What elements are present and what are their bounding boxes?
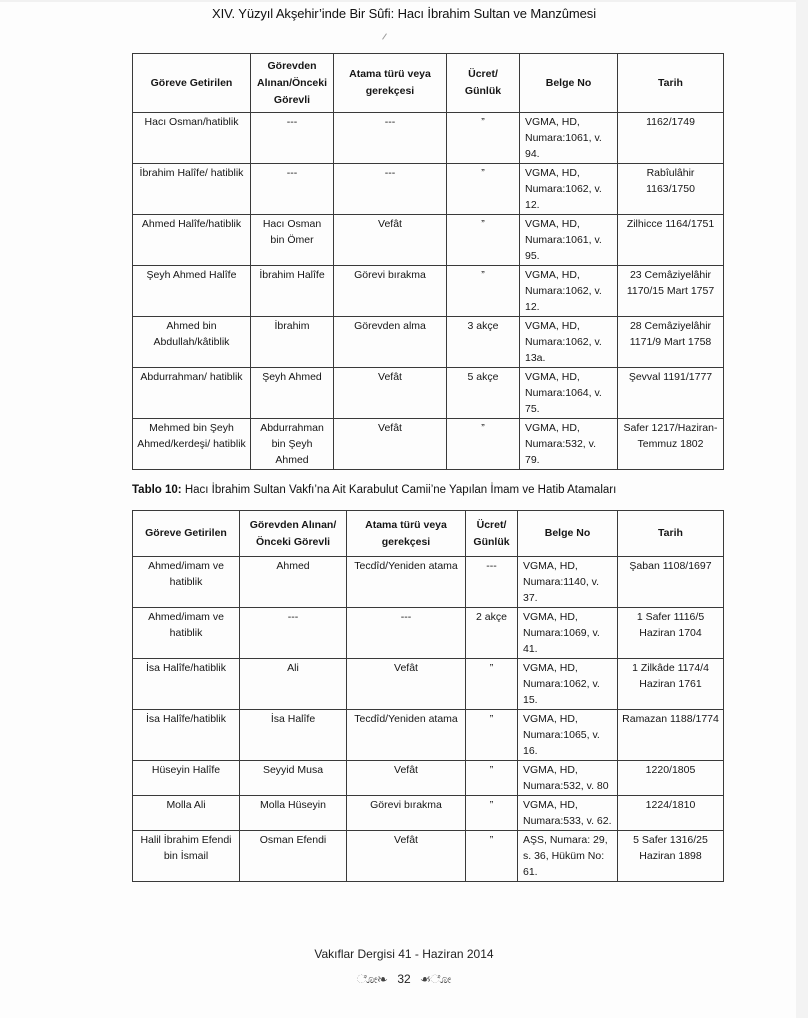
cell-belge-no: VGMA, HD, Numara:1062, v. 12.	[520, 164, 618, 215]
cell-ucret: ”	[447, 419, 520, 470]
cell-ucret: ”	[447, 164, 520, 215]
cell-atama-turu: Vefât	[334, 368, 447, 419]
cell-goreve-getirilen: Hacı Osman/hatiblik	[133, 113, 251, 164]
cell-belge-no: VGMA, HD, Numara:1062, v. 12.	[520, 266, 618, 317]
cell-belge-no: VGMA, HD, Numara:1069, v. 41.	[518, 608, 618, 659]
cell-goreve-getirilen: Molla Ali	[133, 796, 240, 831]
page-number: 32	[397, 972, 411, 986]
cell-belge-no: AŞS, Numara: 29, s. 36, Hüküm No: 61.	[518, 831, 618, 882]
header-belge-no: Belge No	[520, 54, 618, 113]
table-header-row	[133, 511, 724, 557]
header-onceki-gorevli: Görevden Alınan/Önceki Görevli	[251, 54, 334, 113]
cell-goreve-getirilen: Ahmed Halîfe/hatiblik	[133, 215, 251, 266]
header-tarih: Tarih	[618, 511, 724, 557]
ornament-right-icon: ☙ೋ	[420, 972, 452, 986]
cell-belge-no: VGMA, HD, Numara:1062, v. 13a.	[520, 317, 618, 368]
cell-goreve-getirilen: Ahmed/imam ve hatiblik	[133, 608, 240, 659]
header-atama-turu: Atama türü veya gerekçesi	[334, 54, 447, 113]
cell-atama-turu: Vefât	[334, 215, 447, 266]
table-caption	[132, 484, 752, 496]
cell-goreve-getirilen: İbrahim Halîfe/ hatiblik	[133, 164, 251, 215]
caption-label: Tablo 10:	[132, 484, 182, 496]
cell-tarih: Şevval 1191/1777	[618, 368, 724, 419]
header-goreve-getirilen: Göreve Getirilen	[133, 511, 240, 557]
cell-atama-turu: Vefât	[347, 761, 466, 796]
cell-goreve-getirilen: Halil İbrahim Efendi bin İsmail	[133, 831, 240, 882]
cell-goreve-getirilen: İsa Halîfe/hatiblik	[133, 659, 240, 710]
cell-belge-no: VGMA, HD, Numara:1061, v. 95.	[520, 215, 618, 266]
header-belge-no: Belge No	[518, 511, 618, 557]
page-edge	[0, 0, 808, 2]
cell-tarih: 28 Cemâziyelâhir 1171/9 Mart 1758	[618, 317, 724, 368]
cell-atama-turu: Görevi bırakma	[334, 266, 447, 317]
cell-atama-turu: Görevden alma	[334, 317, 447, 368]
cell-ucret: 2 akçe	[466, 608, 518, 659]
cell-tarih: Rabîulâhir 1163/1750	[618, 164, 724, 215]
table-9-hatib-appointments	[132, 53, 724, 470]
cell-belge-no: VGMA, HD, Numara:1061, v. 94.	[520, 113, 618, 164]
scan-artifact	[382, 33, 387, 39]
cell-onceki-gorevli: Abdurrahman bin Şeyh Ahmed	[251, 419, 334, 470]
header-goreve-getirilen: Göreve Getirilen	[133, 54, 251, 113]
cell-tarih: Zilhicce 1164/1751	[618, 215, 724, 266]
cell-onceki-gorevli: ---	[251, 113, 334, 164]
cell-belge-no: VGMA, HD, Numara:1065, v. 16.	[518, 710, 618, 761]
table-row	[133, 215, 724, 266]
table-row	[133, 659, 724, 710]
table-10-imam-hatib-appointments	[132, 510, 724, 882]
table-body	[133, 113, 724, 470]
cell-ucret: ”	[466, 831, 518, 882]
table-row	[133, 608, 724, 659]
cell-belge-no: VGMA, HD, Numara:1140, v. 37.	[518, 557, 618, 608]
cell-goreve-getirilen: Abdurrahman/ hatiblik	[133, 368, 251, 419]
cell-atama-turu: Görevi bırakma	[347, 796, 466, 831]
table-row	[133, 831, 724, 882]
cell-atama-turu: Vefât	[347, 659, 466, 710]
cell-tarih: Safer 1217/Haziran-Temmuz 1802	[618, 419, 724, 470]
cell-tarih: 23 Cemâziyelâhir 1170/15 Mart 1757	[618, 266, 724, 317]
cell-onceki-gorevli: Molla Hüseyin	[240, 796, 347, 831]
cell-onceki-gorevli: Ali	[240, 659, 347, 710]
table-header-row	[133, 54, 724, 113]
footer-page-number	[0, 972, 808, 987]
cell-tarih: 1220/1805	[618, 761, 724, 796]
cell-goreve-getirilen: Mehmed bin Şeyh Ahmed/kerdeşi/ hatiblik	[133, 419, 251, 470]
table-row	[133, 113, 724, 164]
cell-ucret: ”	[447, 266, 520, 317]
table-body	[133, 557, 724, 882]
header-tarih: Tarih	[618, 54, 724, 113]
cell-onceki-gorevli: Ahmed	[240, 557, 347, 608]
table-row	[133, 796, 724, 831]
cell-tarih: 1162/1749	[618, 113, 724, 164]
cell-belge-no: VGMA, HD, Numara:533, v. 62.	[518, 796, 618, 831]
cell-goreve-getirilen: Ahmed bin Abdullah/kâtiblik	[133, 317, 251, 368]
cell-belge-no: VGMA, HD, Numara:532, v. 80	[518, 761, 618, 796]
cell-atama-turu: Tecdîd/Yeniden atama	[347, 557, 466, 608]
cell-goreve-getirilen: Şeyh Ahmed Halîfe	[133, 266, 251, 317]
ornament-left-icon: ೋ❧	[356, 972, 388, 986]
table-row	[133, 710, 724, 761]
table-row	[133, 419, 724, 470]
cell-ucret: ”	[466, 761, 518, 796]
table-row	[133, 557, 724, 608]
cell-ucret: ”	[466, 796, 518, 831]
footer-journal-title: Vakıflar Dergisi 41 - Haziran 2014	[314, 947, 494, 961]
cell-onceki-gorevli: ---	[251, 164, 334, 215]
cell-onceki-gorevli: İbrahim	[251, 317, 334, 368]
cell-ucret: ---	[466, 557, 518, 608]
running-head: XIV. Yüzyıl Akşehir’inde Bir Sûfi: Hacı İbrahim Sultan ve Manzûmesi	[212, 6, 596, 21]
cell-goreve-getirilen: Ahmed/imam ve hatiblik	[133, 557, 240, 608]
cell-ucret: ”	[466, 659, 518, 710]
cell-ucret: ”	[447, 113, 520, 164]
cell-goreve-getirilen: Hüseyin Halîfe	[133, 761, 240, 796]
cell-onceki-gorevli: İbrahim Halîfe	[251, 266, 334, 317]
table-row	[133, 317, 724, 368]
cell-onceki-gorevli: Seyyid Musa	[240, 761, 347, 796]
header-onceki-gorevli: Görevden Alınan/ Önceki Görevli	[240, 511, 347, 557]
cell-onceki-gorevli: Hacı Osman bin Ömer	[251, 215, 334, 266]
cell-atama-turu: ---	[334, 113, 447, 164]
cell-belge-no: VGMA, HD, Numara:1062, v. 15.	[518, 659, 618, 710]
cell-belge-no: VGMA, HD, Numara:532, v. 79.	[520, 419, 618, 470]
cell-atama-turu: Vefât	[347, 831, 466, 882]
header-atama-turu: Atama türü veya gerekçesi	[347, 511, 466, 557]
table-row	[133, 368, 724, 419]
cell-goreve-getirilen: İsa Halîfe/hatiblik	[133, 710, 240, 761]
table-row	[133, 761, 724, 796]
cell-tarih: 5 Safer 1316/25 Haziran 1898	[618, 831, 724, 882]
cell-onceki-gorevli: Osman Efendi	[240, 831, 347, 882]
cell-onceki-gorevli: ---	[240, 608, 347, 659]
scan-margin	[796, 0, 808, 1018]
cell-tarih: 1224/1810	[618, 796, 724, 831]
cell-ucret: ”	[466, 710, 518, 761]
cell-tarih: 1 Zilkâde 1174/4 Haziran 1761	[618, 659, 724, 710]
cell-tarih: Ramazan 1188/1774	[618, 710, 724, 761]
cell-tarih: Şaban 1108/1697	[618, 557, 724, 608]
cell-ucret: 3 akçe	[447, 317, 520, 368]
cell-onceki-gorevli: İsa Halîfe	[240, 710, 347, 761]
cell-onceki-gorevli: Şeyh Ahmed	[251, 368, 334, 419]
cell-belge-no: VGMA, HD, Numara:1064, v. 75.	[520, 368, 618, 419]
cell-atama-turu: Vefât	[334, 419, 447, 470]
caption-text: Hacı İbrahim Sultan Vakfı’na Ait Karabulut Camii’ne Yapılan İmam ve Hatib Atamaları	[181, 484, 617, 496]
cell-atama-turu: ---	[334, 164, 447, 215]
cell-tarih: 1 Safer 1116/5 Haziran 1704	[618, 608, 724, 659]
header-ucret: Ücret/ Günlük	[447, 54, 520, 113]
header-ucret: Ücret/ Günlük	[466, 511, 518, 557]
cell-ucret: ”	[447, 215, 520, 266]
table-row	[133, 266, 724, 317]
cell-atama-turu: Tecdîd/Yeniden atama	[347, 710, 466, 761]
cell-atama-turu: ---	[347, 608, 466, 659]
cell-ucret: 5 akçe	[447, 368, 520, 419]
table-row	[133, 164, 724, 215]
